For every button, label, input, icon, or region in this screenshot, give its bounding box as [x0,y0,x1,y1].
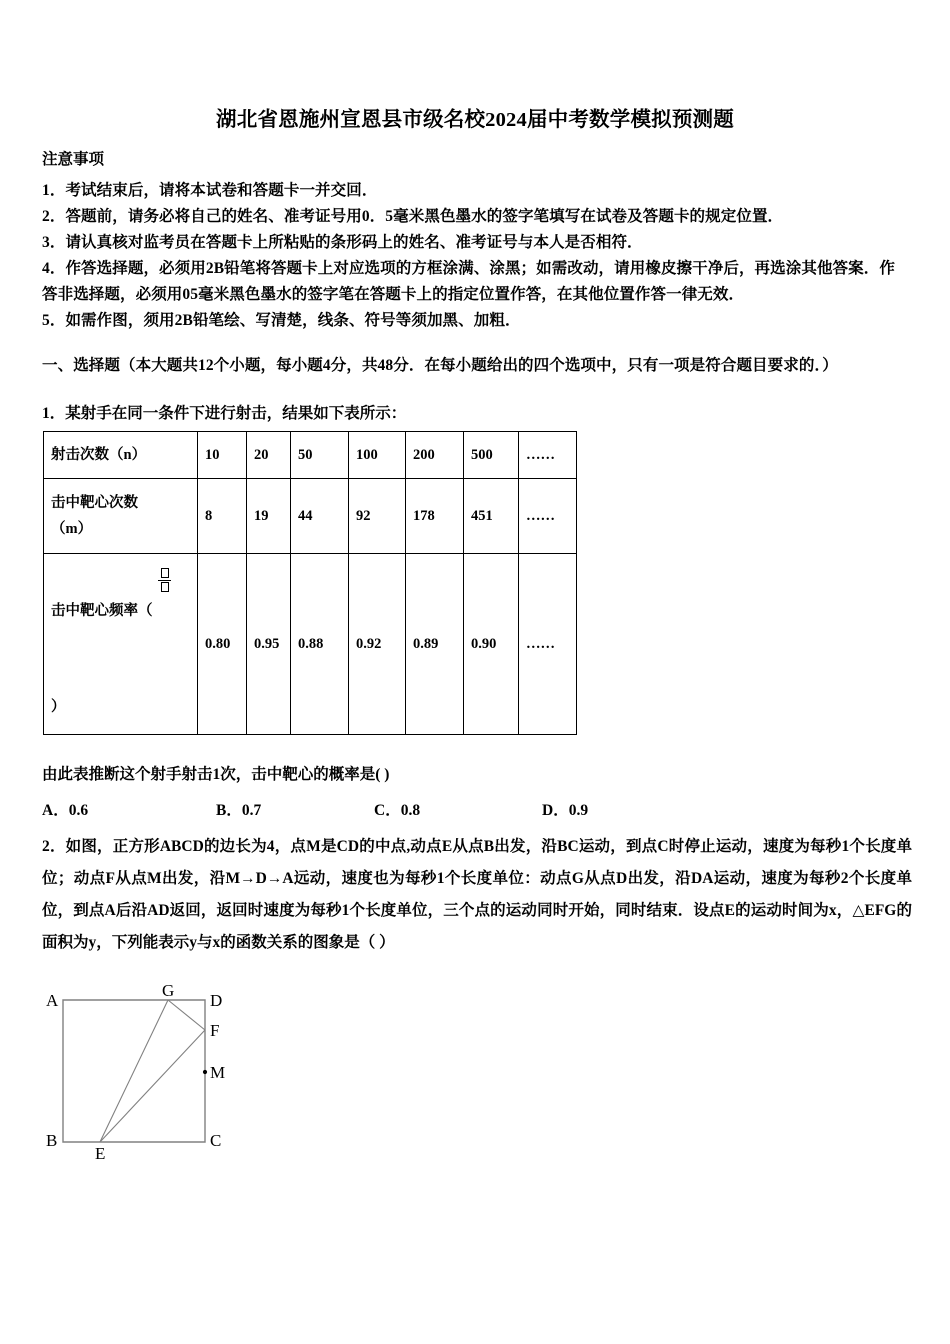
table-cell: 0.88 [291,554,349,735]
fraction-denominator [158,582,171,593]
table-cell: …… [519,479,577,554]
table-cell: 50 [291,432,349,479]
fraction-bar [158,580,171,581]
notice-list [42,178,910,334]
notice-item: 3．请认真核对监考员在答题卡上所粘贴的条形码上的姓名、准考证号与本人是否相符． [42,234,643,251]
question-2-stem: 2．如图，正方形ABCD的边长为4，点M是CD的中点,动点E从点B出发，沿BC运动，到点C时停止运动，速度为每秒1个长度单位；动点F从点M出发，沿M→D→A远动，速度也为每秒1个长度单位：动点G从点D出发，沿DA运动，速度为每秒2个长度单位，到点A后沿AD返回，返回时速度为每秒1个长度单位，三个点的运动同时开始，同时结束．设点E的运动时间为x，△EFG的面积为y，下列能表示y与x的函数关系的图象是（ ） [42,838,912,951]
figure-label-f: F [210,1021,220,1040]
table-cell: 0.89 [406,554,464,735]
shooting-results-table [43,431,577,735]
table-cell: 500 [464,432,519,479]
table-cell: 92 [349,479,406,554]
question-1-stem: 1．某射手在同一条件下进行射击，结果如下表所示： [42,405,407,422]
row-label-hits [44,479,198,554]
table-cell: …… [519,432,577,479]
question-2-figure [40,982,270,1182]
row-label-hits-line2: （m） [51,521,93,537]
table-cell: 8 [198,479,247,554]
segment-gf [168,1000,205,1030]
point-m-marker [203,1070,207,1074]
row-label-hits-line1: 击中靶心次数 [51,495,138,511]
notice-item: 1．考试结束后，请将本试卷和答题卡一并交回． [42,182,378,199]
table-cell: 451 [464,479,519,554]
figure-svg [40,982,270,1182]
row-label-frequency [44,554,198,735]
notice-item: 2．答题前，请务必将自己的姓名、准考证号用0．5毫米黑色墨水的签字笔填写在试卷及答题卡的规定位置． [42,208,784,225]
table-row [44,554,577,735]
table-row [44,479,577,554]
segment-fe [100,1030,205,1142]
table-cell: 10 [198,432,247,479]
missing-glyph-box [161,582,169,592]
figure-label-b: B [46,1131,58,1150]
table-cell: 178 [406,479,464,554]
table-cell: 44 [291,479,349,554]
missing-glyph-box [161,568,169,578]
section-heading-choice: 一、选择题（本大题共12个小题，每小题4分，共48分．在每小题给出的四个选项中，只有一项是符合题目要求的．） [42,357,838,374]
table-cell: 20 [247,432,291,479]
table-row [44,432,577,479]
fraction-numerator [158,568,171,579]
figure-label-m: M [210,1063,226,1082]
table-cell: 0.80 [198,554,247,735]
table-cell: …… [519,554,577,735]
question-1-tail: 由此表推断这个射手射击1次，击中靶心的概率是( ) [42,766,390,783]
fraction-placeholder [158,568,171,593]
notice-heading: 注意事项 [42,151,105,168]
option-a[interactable]: A．0.6 [42,802,89,819]
row-label-shots: 射击次数（n） [44,432,198,479]
table-cell: 19 [247,479,291,554]
notice-item: 5．如需作图，须用2B铅笔绘、写清楚，线条、符号等须加黑、加粗． [42,312,521,329]
option-b[interactable]: B．0.7 [216,802,262,819]
figure-label-e: E [95,1144,106,1163]
figure-label-a: A [46,991,59,1010]
option-d[interactable]: D．0.9 [542,802,589,819]
table-cell: 0.95 [247,554,291,735]
option-c[interactable]: C．0.8 [374,802,421,819]
figure-label-c: C [210,1131,222,1150]
question-1-options [42,798,742,820]
segment-ge [100,1000,168,1142]
notice-item: 4．作答选择题，必须用2B铅笔将答题卡上对应选项的方框涂满、涂黑；如需改动，请用橡皮擦干净后，再选涂其他答案．作答非选择题，必须用05毫米黑色墨水的签字笔在答题卡上的指定位置作答，在其他位置作答一律无效． [42,260,895,303]
table-cell: 200 [406,432,464,479]
table-cell: 100 [349,432,406,479]
row-label-frequency-text: 击中靶心频率（ [51,603,153,619]
figure-label-d: D [210,991,223,1010]
row-label-frequency-close: ） [51,699,66,715]
table-cell: 0.92 [349,554,406,735]
figure-label-g: G [162,981,175,1000]
table-cell: 0.90 [464,554,519,735]
page-title: 湖北省恩施州宣恩县市级名校2024届中考数学模拟预测题 [216,109,734,131]
